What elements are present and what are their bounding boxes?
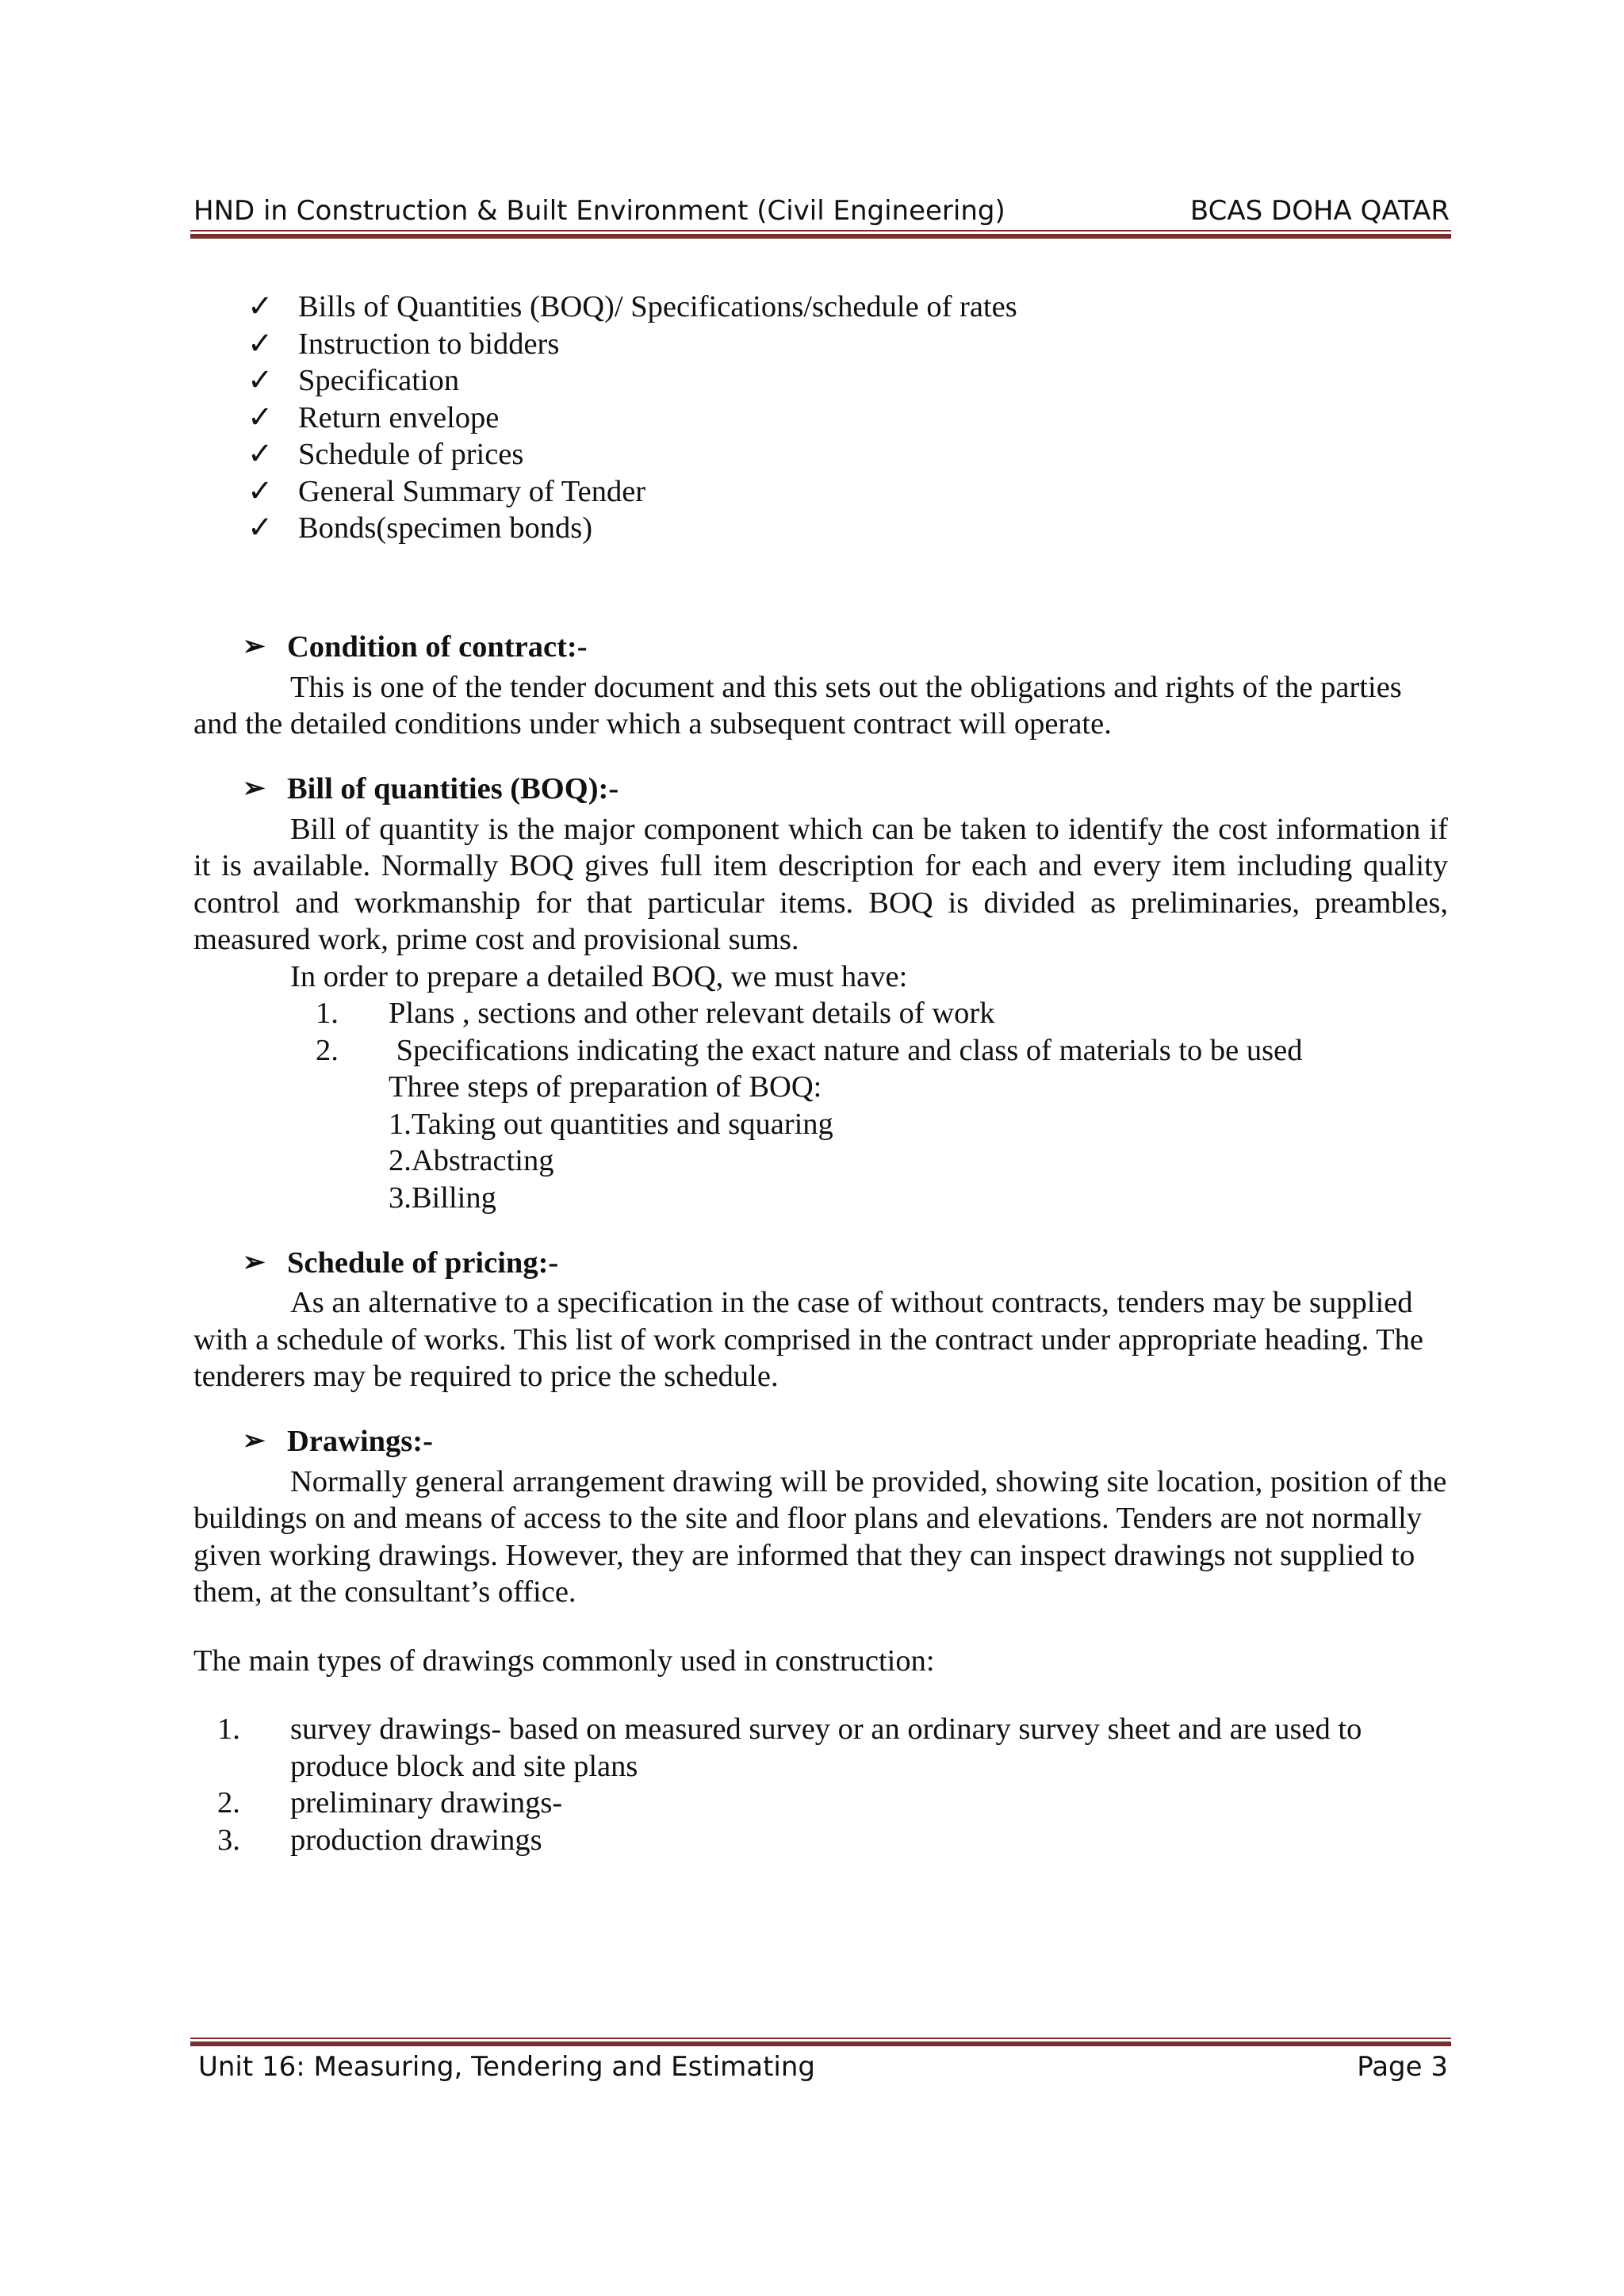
list-item: 3. production drawings <box>217 1823 542 1857</box>
drawings-paragraph: Normally general arrangement drawing will be provided, showing site location, position of the buildings on and means of access to the site and floor plans and elevations. Tenders are not normally given working drawings. However, they are informed that they can inspect drawings not supplied to them, at the consultant’s office. <box>193 1464 1447 1609</box>
list-item: ✓ Bonds(specimen bonds) <box>193 510 1448 547</box>
section-heading-drawings: ➢ Drawings:- <box>193 1421 1448 1464</box>
check-icon: ✓ <box>247 474 274 508</box>
page-content <box>193 289 1448 1858</box>
footer-rule <box>190 2038 1451 2046</box>
arrow-bullet-icon: ➢ <box>243 632 266 662</box>
page-number: Page 3 <box>1357 2051 1448 2083</box>
check-icon: ✓ <box>247 511 274 545</box>
list-item: 2.Abstracting <box>389 1144 554 1177</box>
schedule-paragraph: As an alternative to a specification in the case of without contracts, tenders may be supplied with a schedule of works. This list of work comprised in the contract under appropriate heading. The tenderers may be required to price the schedule. <box>193 1286 1423 1393</box>
section-heading-schedule: ➢ Schedule of pricing:- <box>193 1242 1448 1284</box>
check-icon: ✓ <box>247 327 274 361</box>
header-course-title: HND in Construction & Built Environment (Civil Engineering) <box>193 195 1005 227</box>
list-item: 1. Plans , sections and other relevant details of work <box>316 997 995 1030</box>
section-heading-boq: ➢ Bill of quantities (BOQ):- <box>193 768 1448 811</box>
list-item: ✓ Bills of Quantities (BOQ)/ Specifications/schedule of rates <box>193 289 1448 326</box>
section-heading-condition: ➢ Condition of contract:- <box>193 626 1448 669</box>
arrow-bullet-icon: ➢ <box>243 774 266 804</box>
boq-steps-title: Three steps of preparation of BOQ: <box>389 1070 822 1104</box>
list-item: ✓ General Summary of Tender <box>193 473 1448 511</box>
drawing-types-list <box>193 1711 1448 1858</box>
page-header <box>193 193 1450 228</box>
boq-steps <box>193 1069 1448 1216</box>
drawing-types-intro: The main types of drawings commonly used in construction: <box>193 1644 935 1678</box>
list-item: 1.Taking out quantities and squaring <box>389 1107 833 1141</box>
boq-intro: In order to prepare a detailed BOQ, we must have: <box>290 959 908 993</box>
check-icon: ✓ <box>247 290 274 323</box>
arrow-bullet-icon: ➢ <box>243 1247 266 1277</box>
tender-document-checklist <box>193 289 1448 547</box>
check-icon: ✓ <box>247 438 274 471</box>
check-icon: ✓ <box>247 364 274 397</box>
header-rule <box>190 230 1451 239</box>
page-footer <box>198 2050 1448 2084</box>
list-item: 1. survey drawings- based on measured survey or an ordinary survey sheet and are used to produce block and site plans <box>217 1712 1362 1783</box>
check-icon: ✓ <box>247 400 274 434</box>
boq-paragraph: Bill of quantity is the major component which can be taken to identify the cost information if it is available. Normally BOQ gives full item description for each and every item including quality control and workmanship for that particular items. BOQ is divided as preliminaries, preambles, measured work, prime cost and provisional sums. <box>193 812 1448 956</box>
boq-requirements-list <box>193 995 1448 1069</box>
list-item: 2. preliminary drawings- <box>217 1786 563 1820</box>
header-institution: BCAS DOHA QATAR <box>1189 195 1450 227</box>
list-item: 3.Billing <box>389 1181 496 1215</box>
list-item: ✓ Schedule of prices <box>193 436 1448 473</box>
condition-paragraph: This is one of the tender document and this sets out the obligations and rights of the parties and the detailed conditions under which a subsequent contract will operate. <box>193 670 1402 740</box>
list-item: ✓ Return envelope <box>193 400 1448 437</box>
list-item: 2. Specifications indicating the exact nature and class of materials to be used <box>316 1033 1303 1067</box>
arrow-bullet-icon: ➢ <box>243 1426 266 1456</box>
list-item: ✓ Specification <box>193 362 1448 400</box>
list-item: ✓ Instruction to bidders <box>193 326 1448 363</box>
footer-unit-title: Unit 16: Measuring, Tendering and Estimating <box>198 2051 815 2083</box>
